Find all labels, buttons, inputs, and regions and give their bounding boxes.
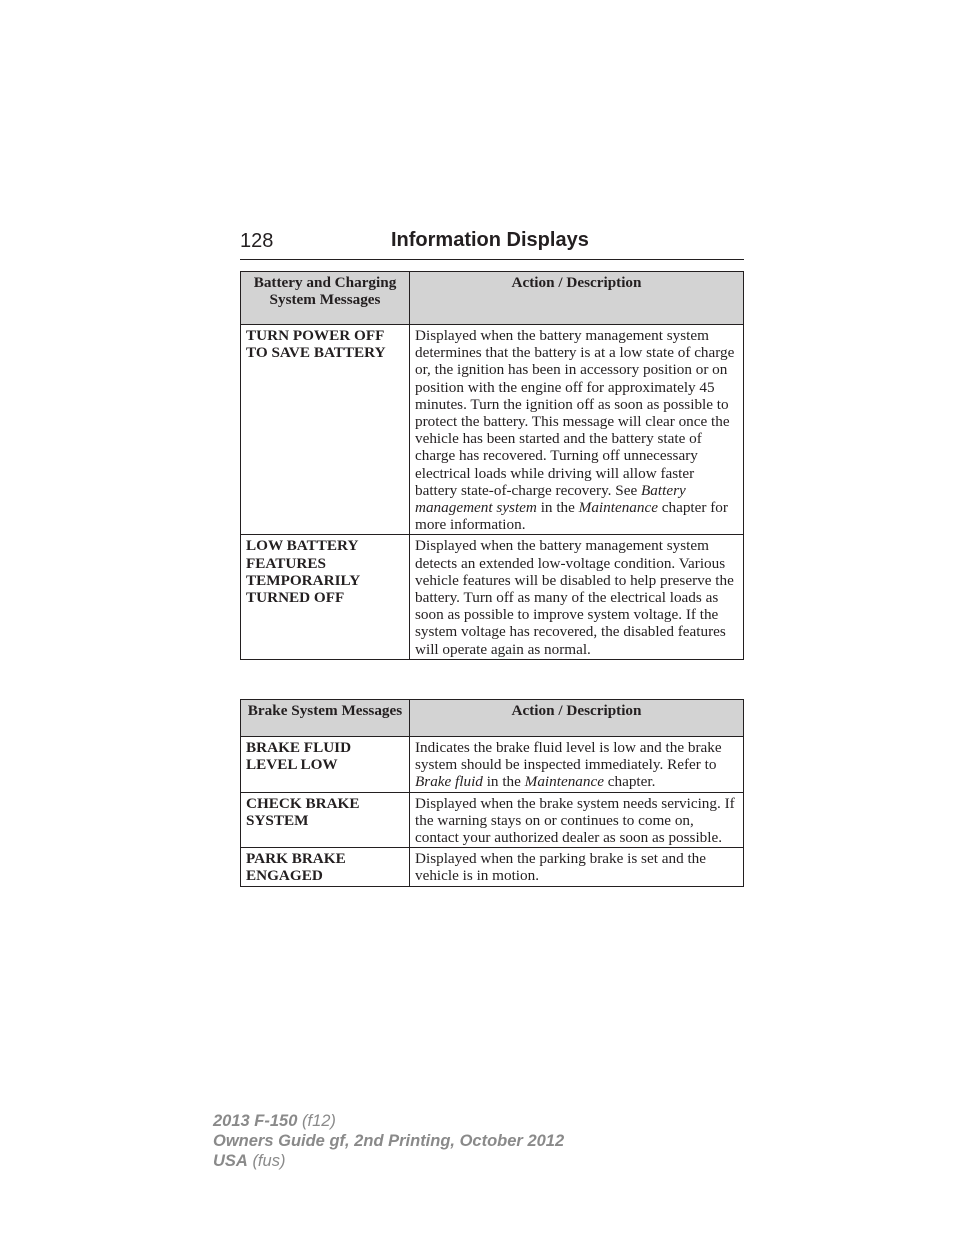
message-name: LOW BATTERY FEATURES TEMPORARILY TURNED OFF: [241, 535, 410, 659]
page-header: [240, 226, 744, 260]
battery-messages-table: [240, 271, 744, 660]
column-header-messages: Battery and Charging System Messages: [241, 272, 410, 325]
footer-model-code: (f12): [302, 1112, 336, 1130]
description-text: Displayed when the battery management system determines that the battery is at a low state of charge or, the ignition has been in accessory position or on position with the engine off for approximately 45 minutes. Turn the ignition off as soon as possible to protect the battery. This message will clear once the vehicle has been started and the battery state of charge has recovered. Turning off unnecessary electrical loads while driving will allow faster battery state-of-charge recovery. See: [415, 327, 735, 499]
column-header-action: Action / Description: [410, 272, 744, 325]
message-name: TURN POWER OFF TO SAVE BATTERY: [241, 325, 410, 535]
cross-reference: Maintenance: [524, 773, 604, 791]
footer-model: 2013 F-150: [213, 1112, 298, 1130]
table-row: [241, 535, 744, 659]
message-description: [410, 737, 744, 793]
message-description: Displayed when the parking brake is set and the vehicle is in motion.: [410, 848, 744, 886]
cross-reference: Maintenance: [578, 499, 658, 517]
footer-region-line: [213, 1151, 564, 1171]
page-footer: [213, 1111, 564, 1171]
footer-region-code: (fus): [252, 1152, 286, 1170]
footer-guide: Owners Guide gf, 2nd Printing, October 2012: [213, 1132, 565, 1150]
message-name: PARK BRAKE ENGAGED: [241, 848, 410, 886]
table-header-row: [241, 700, 744, 737]
message-description: Displayed when the battery management system detects an extended low-voltage condition. Various vehicle features will be disabled to help preserve the battery. Turn off as many of the electrical loads as soon as possible to improve system voltage. If the system voltage has recovered, the disabled features will operate again as normal.: [410, 535, 744, 659]
table-row: [241, 737, 744, 793]
message-description: Displayed when the brake system needs servicing. If the warning stays on or continues to come on, contact your authorized dealer as soon as possible.: [410, 792, 744, 848]
table-row: [241, 325, 744, 535]
description-text: Indicates the brake fluid level is low and the brake system should be inspected immediately. Refer to: [415, 739, 722, 774]
page-number: 128: [240, 230, 274, 252]
description-text: in the: [482, 773, 525, 791]
column-header-action: Action / Description: [410, 700, 744, 737]
table-header-row: [241, 272, 744, 325]
cross-reference: Battery management system: [415, 481, 686, 517]
message-name: BRAKE FLUID LEVEL LOW: [241, 737, 410, 793]
description-text: in the: [536, 499, 579, 517]
cross-reference: Brake fluid: [415, 773, 483, 791]
message-name: CHECK BRAKE SYSTEM: [241, 792, 410, 848]
footer-region: USA: [213, 1152, 248, 1170]
table-row: [241, 792, 744, 848]
footer-model-line: [213, 1111, 564, 1131]
description-text: chapter for more information.: [415, 499, 728, 534]
column-header-messages: Brake System Messages: [241, 700, 410, 737]
description-text: chapter.: [603, 773, 656, 791]
table-row: [241, 848, 744, 886]
message-description: [410, 325, 744, 535]
section-title: Information Displays: [391, 229, 589, 251]
brake-messages-table: [240, 699, 744, 887]
